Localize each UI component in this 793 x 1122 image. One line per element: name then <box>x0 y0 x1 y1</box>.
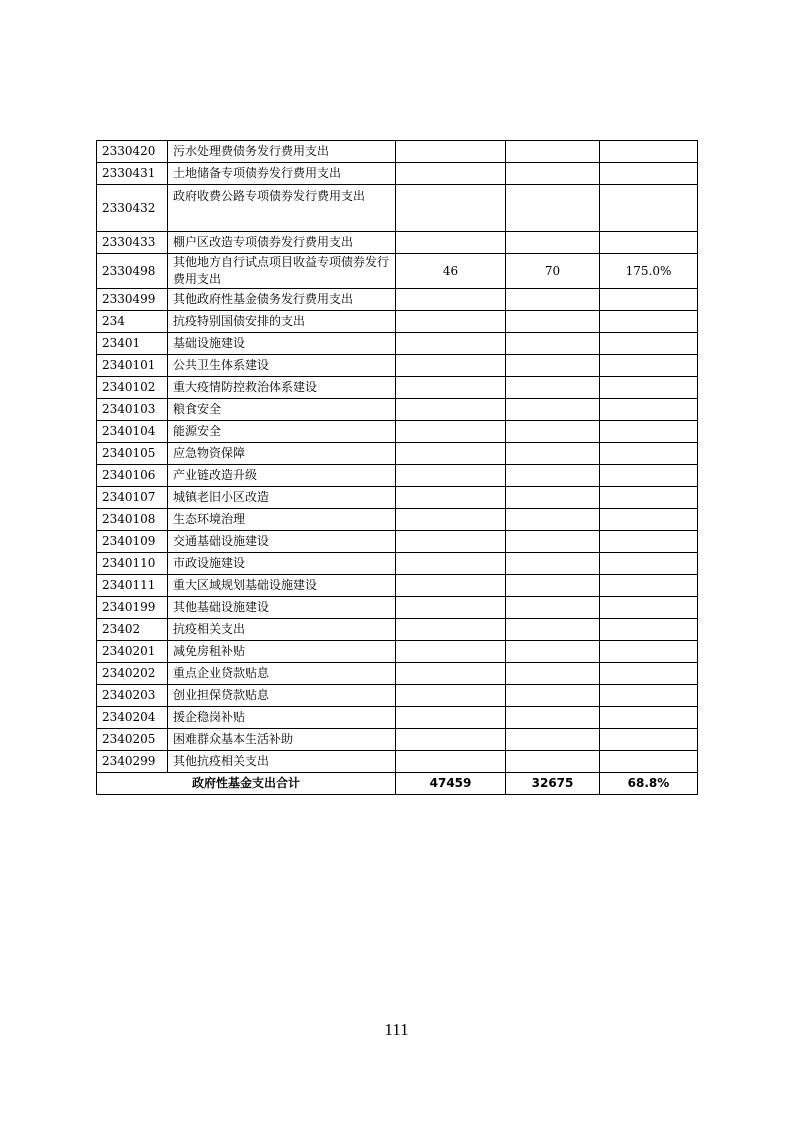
row-value-3 <box>600 707 698 729</box>
table-row <box>97 575 698 597</box>
row-name: 公共卫生体系建设 <box>168 355 396 377</box>
row-name: 其他抗疫相关支出 <box>168 751 396 773</box>
row-value-1 <box>396 487 506 509</box>
row-name: 援企稳岗补贴 <box>168 707 396 729</box>
row-value-1 <box>396 685 506 707</box>
row-value-2 <box>506 509 600 531</box>
row-value-2: 70 <box>506 254 600 289</box>
row-name: 抗疫特别国债安排的支出 <box>168 311 396 333</box>
row-code: 2340101 <box>97 355 168 377</box>
row-value-1 <box>396 729 506 751</box>
row-code: 2340108 <box>97 509 168 531</box>
table-total-row <box>97 773 698 795</box>
table-row <box>97 141 698 163</box>
total-value-3: 68.8% <box>600 773 698 795</box>
row-code: 23402 <box>97 619 168 641</box>
row-code: 2340105 <box>97 443 168 465</box>
row-value-3 <box>600 685 698 707</box>
table-row <box>97 163 698 185</box>
row-name: 困难群众基本生活补助 <box>168 729 396 751</box>
total-value-2: 32675 <box>506 773 600 795</box>
row-value-1 <box>396 509 506 531</box>
row-value-2 <box>506 232 600 254</box>
row-code: 2330499 <box>97 289 168 311</box>
row-value-3 <box>600 531 698 553</box>
row-code: 2340111 <box>97 575 168 597</box>
row-name: 其他政府性基金债务发行费用支出 <box>168 289 396 311</box>
row-value-2 <box>506 141 600 163</box>
row-code: 2340202 <box>97 663 168 685</box>
table-row <box>97 487 698 509</box>
row-value-3 <box>600 443 698 465</box>
row-value-1 <box>396 185 506 232</box>
table-row <box>97 509 698 531</box>
row-value-3 <box>600 355 698 377</box>
table-row <box>97 399 698 421</box>
row-code: 2330420 <box>97 141 168 163</box>
total-label: 政府性基金支出合计 <box>97 773 396 795</box>
table-row <box>97 597 698 619</box>
row-value-1 <box>396 163 506 185</box>
table-row <box>97 421 698 443</box>
table-row <box>97 553 698 575</box>
row-name: 减免房租补贴 <box>168 641 396 663</box>
row-code: 2330432 <box>97 185 168 232</box>
row-code: 2340205 <box>97 729 168 751</box>
table-row <box>97 619 698 641</box>
row-value-2 <box>506 597 600 619</box>
table-row <box>97 311 698 333</box>
row-value-3 <box>600 232 698 254</box>
row-name: 重大区域规划基础设施建设 <box>168 575 396 597</box>
table-row <box>97 663 698 685</box>
row-value-1 <box>396 575 506 597</box>
row-name: 产业链改造升级 <box>168 465 396 487</box>
row-name: 交通基础设施建设 <box>168 531 396 553</box>
row-value-3 <box>600 421 698 443</box>
row-code: 2340299 <box>97 751 168 773</box>
row-value-2 <box>506 355 600 377</box>
row-value-2 <box>506 163 600 185</box>
row-name: 其他地方自行试点项目收益专项债券发行费用支出 <box>168 254 396 289</box>
table-row <box>97 355 698 377</box>
row-value-3 <box>600 751 698 773</box>
row-value-2 <box>506 399 600 421</box>
table-row <box>97 685 698 707</box>
row-code: 2330498 <box>97 254 168 289</box>
row-name: 创业担保贷款贴息 <box>168 685 396 707</box>
row-value-3 <box>600 487 698 509</box>
row-code: 2340106 <box>97 465 168 487</box>
table-row <box>97 465 698 487</box>
row-value-2 <box>506 487 600 509</box>
row-name: 其他基础设施建设 <box>168 597 396 619</box>
row-code: 2340102 <box>97 377 168 399</box>
total-value-1: 47459 <box>396 773 506 795</box>
row-value-1 <box>396 553 506 575</box>
row-name: 能源安全 <box>168 421 396 443</box>
row-value-1 <box>396 399 506 421</box>
row-code: 2340203 <box>97 685 168 707</box>
row-name: 棚户区改造专项债券发行费用支出 <box>168 232 396 254</box>
table-row <box>97 751 698 773</box>
row-value-3 <box>600 641 698 663</box>
row-value-3 <box>600 163 698 185</box>
row-name: 基础设施建设 <box>168 333 396 355</box>
row-value-1 <box>396 465 506 487</box>
row-value-3 <box>600 729 698 751</box>
row-value-2 <box>506 333 600 355</box>
row-value-3 <box>600 663 698 685</box>
row-value-2 <box>506 575 600 597</box>
row-code: 2330433 <box>97 232 168 254</box>
row-code: 23401 <box>97 333 168 355</box>
row-name: 抗疫相关支出 <box>168 619 396 641</box>
row-code: 2340103 <box>97 399 168 421</box>
row-code: 2340199 <box>97 597 168 619</box>
row-value-2 <box>506 663 600 685</box>
row-value-1 <box>396 597 506 619</box>
row-value-1: 46 <box>396 254 506 289</box>
table-row <box>97 185 698 232</box>
row-value-2 <box>506 465 600 487</box>
row-value-1 <box>396 311 506 333</box>
row-value-3 <box>600 619 698 641</box>
row-code: 2340204 <box>97 707 168 729</box>
row-value-1 <box>396 355 506 377</box>
row-value-1 <box>396 707 506 729</box>
row-name: 重大疫情防控救治体系建设 <box>168 377 396 399</box>
row-value-2 <box>506 289 600 311</box>
page-number: 111 <box>384 1020 409 1039</box>
table-row <box>97 289 698 311</box>
row-value-1 <box>396 641 506 663</box>
table-row <box>97 443 698 465</box>
row-value-1 <box>396 531 506 553</box>
row-name: 应急物资保障 <box>168 443 396 465</box>
row-value-1 <box>396 377 506 399</box>
row-value-2 <box>506 729 600 751</box>
row-value-3 <box>600 399 698 421</box>
row-value-2 <box>506 443 600 465</box>
row-name: 粮食安全 <box>168 399 396 421</box>
row-value-1 <box>396 751 506 773</box>
row-value-2 <box>506 185 600 232</box>
table-row <box>97 641 698 663</box>
row-value-2 <box>506 685 600 707</box>
row-value-3 <box>600 311 698 333</box>
table-row <box>97 707 698 729</box>
row-value-1 <box>396 443 506 465</box>
row-value-2 <box>506 377 600 399</box>
row-code: 2340110 <box>97 553 168 575</box>
row-code: 234 <box>97 311 168 333</box>
row-value-2 <box>506 421 600 443</box>
row-value-2 <box>506 751 600 773</box>
row-value-2 <box>506 619 600 641</box>
row-name: 政府收费公路专项债券发行费用支出 <box>168 185 396 232</box>
row-name: 城镇老旧小区改造 <box>168 487 396 509</box>
row-code: 2340104 <box>97 421 168 443</box>
row-value-1 <box>396 141 506 163</box>
row-value-3 <box>600 185 698 232</box>
row-code: 2340107 <box>97 487 168 509</box>
row-value-1 <box>396 232 506 254</box>
row-value-1 <box>396 663 506 685</box>
expenditure-table <box>96 140 698 795</box>
row-value-3 <box>600 465 698 487</box>
row-name: 土地储备专项债券发行费用支出 <box>168 163 396 185</box>
row-value-1 <box>396 421 506 443</box>
row-value-3 <box>600 553 698 575</box>
table-row <box>97 377 698 399</box>
row-value-1 <box>396 333 506 355</box>
table-row <box>97 254 698 289</box>
row-value-3 <box>600 597 698 619</box>
table-row <box>97 531 698 553</box>
table-row <box>97 333 698 355</box>
row-name: 生态环境治理 <box>168 509 396 531</box>
row-value-1 <box>396 289 506 311</box>
row-value-3 <box>600 509 698 531</box>
row-value-3 <box>600 289 698 311</box>
row-value-2 <box>506 553 600 575</box>
row-value-2 <box>506 311 600 333</box>
row-value-2 <box>506 641 600 663</box>
row-code: 2340201 <box>97 641 168 663</box>
row-value-2 <box>506 531 600 553</box>
expenditure-table-body <box>97 141 698 795</box>
row-name: 污水处理费债务发行费用支出 <box>168 141 396 163</box>
table-row <box>97 232 698 254</box>
row-value-3 <box>600 575 698 597</box>
row-code: 2330431 <box>97 163 168 185</box>
row-value-3: 175.0% <box>600 254 698 289</box>
row-name: 市政设施建设 <box>168 553 396 575</box>
row-name: 重点企业贷款贴息 <box>168 663 396 685</box>
row-value-3 <box>600 333 698 355</box>
row-code: 2340109 <box>97 531 168 553</box>
row-value-3 <box>600 141 698 163</box>
table-row <box>97 729 698 751</box>
row-value-1 <box>396 619 506 641</box>
row-value-3 <box>600 377 698 399</box>
row-value-2 <box>506 707 600 729</box>
